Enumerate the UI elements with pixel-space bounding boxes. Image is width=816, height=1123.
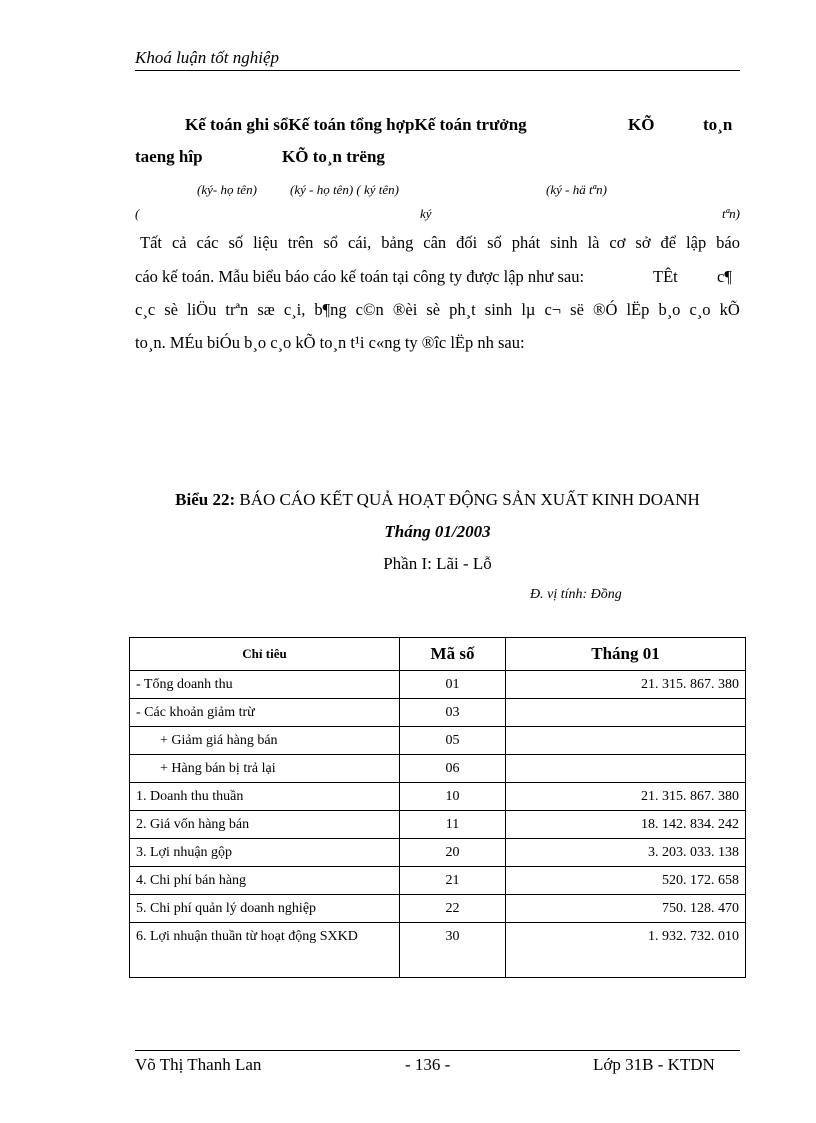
- paragraph-word: số: [228, 233, 244, 252]
- paragraph-word: lËp: [626, 300, 650, 319]
- footer-class: Lớp 31B - KTDN: [593, 1055, 715, 1074]
- paragraph-word: sæ: [257, 300, 275, 319]
- row-code: 22: [400, 895, 506, 923]
- report-title: [135, 490, 740, 510]
- caption: ký: [420, 206, 432, 221]
- row-name: 1. Doanh thu thuần: [130, 783, 400, 811]
- paragraph-word: trªn: [225, 300, 249, 319]
- row-name: - Các khoản giảm trừ: [130, 699, 400, 727]
- paragraph-word: ®èi: [392, 300, 418, 319]
- paragraph-text: cáo kế toán. Mẫu biểu báo cáo kế toán tại công ty được lập như sau:: [135, 267, 585, 286]
- row-value: 750. 128. 470: [506, 895, 746, 923]
- row-code: 21: [400, 867, 506, 895]
- table-row: [130, 839, 746, 867]
- row-value: [506, 727, 746, 755]
- row-code: 06: [400, 755, 506, 783]
- paragraph-word: c¸c: [135, 300, 156, 319]
- footer-author: Võ Thị Thanh Lan: [135, 1055, 262, 1074]
- paragraph-word: để: [660, 233, 677, 252]
- paragraph-word: cái,: [347, 233, 372, 252]
- paragraph-word: sè: [426, 300, 441, 319]
- paragraph-word: đối: [456, 233, 478, 252]
- row-value: 18. 142. 834. 242: [506, 811, 746, 839]
- signature-text: to¸n: [703, 115, 733, 134]
- paragraph-word: báo: [716, 233, 740, 252]
- signature-text: KÕ: [628, 115, 655, 134]
- table-row: [130, 811, 746, 839]
- paragraph-line: [135, 233, 740, 253]
- paragraph-word: b¶ng: [314, 300, 347, 319]
- paragraph-word: số: [487, 233, 502, 252]
- paragraph-word: sinh: [550, 233, 578, 252]
- row-code: 11: [400, 811, 506, 839]
- paragraph-word: phát: [511, 233, 541, 252]
- paragraph-word: lập: [686, 233, 707, 252]
- row-name: + Giảm giá hàng bán: [130, 727, 400, 755]
- page-number: - 136 -: [405, 1055, 451, 1074]
- paragraph-word: së: [570, 300, 584, 319]
- paragraph-word: c¸o: [689, 300, 711, 319]
- paragraph-word: cơ: [609, 233, 626, 252]
- row-value: 21. 315. 867. 380: [506, 783, 746, 811]
- signature-text: taeng hîp: [135, 147, 203, 166]
- paragraph-word: bảng: [381, 233, 414, 252]
- row-value: 1. 932. 732. 010: [506, 923, 746, 978]
- column-header: Chỉ tiêu: [130, 638, 400, 671]
- paragraph-word: ®Ó: [592, 300, 618, 319]
- paragraph-word: cân: [423, 233, 447, 252]
- row-name: 5. Chi phí quản lý doanh nghiệp: [130, 895, 400, 923]
- paragraph-word: c¸i,: [283, 300, 306, 319]
- table-row: [130, 727, 746, 755]
- row-name: - Tổng doanh thu: [130, 671, 400, 699]
- paragraph-word: sè: [164, 300, 178, 319]
- paragraph-line: [135, 300, 740, 320]
- paragraph-text: to¸n. MÉu biÓu b¸o c¸o kÕ to¸n t¹i c«ng ty ®îc lËp nh sau:: [135, 333, 525, 352]
- paragraph-word: trên: [287, 233, 314, 252]
- row-code: 03: [400, 699, 506, 727]
- caption: (ký- họ tên): [197, 182, 257, 197]
- row-value: 3. 203. 033. 138: [506, 839, 746, 867]
- caption: (ký - hä tªn): [546, 182, 607, 197]
- row-name: 2. Giá vốn hàng bán: [130, 811, 400, 839]
- table-row: [130, 671, 746, 699]
- report-part: Phần I: Lãi - Lỗ: [383, 554, 492, 573]
- header-rule: [135, 70, 740, 71]
- paragraph-text: TÊt: [653, 267, 678, 286]
- column-header: Tháng 01: [506, 638, 746, 671]
- row-name: + Hàng bán bị trả lại: [130, 755, 400, 783]
- table-row: [130, 699, 746, 727]
- row-code: 30: [400, 923, 506, 978]
- table-header-row: [130, 638, 746, 671]
- report-title-label: Biểu 22:: [175, 490, 236, 509]
- paragraph-word: sở: [635, 233, 651, 252]
- row-value: 520. 172. 658: [506, 867, 746, 895]
- paragraph-word: b¸o: [658, 300, 681, 319]
- paragraph-word: Tất: [140, 233, 162, 252]
- caption: (ký - họ tên) ( ký tên): [290, 182, 399, 197]
- report-period: Tháng 01/2003: [384, 522, 491, 541]
- table-row: [130, 783, 746, 811]
- row-name: 4. Chi phí bán hàng: [130, 867, 400, 895]
- table-row: [130, 895, 746, 923]
- table-row: [130, 755, 746, 783]
- report-title-text: BÁO CÁO KẾT QUẢ HOẠT ĐỘNG SẢN XUẤT KINH DOANH: [235, 490, 700, 509]
- row-code: 10: [400, 783, 506, 811]
- caption: tªn): [721, 206, 740, 221]
- table-row: [130, 923, 746, 978]
- table-row: [130, 867, 746, 895]
- page-header: [135, 48, 740, 71]
- paragraph-line: [135, 333, 740, 353]
- paragraph-word: sinh: [484, 300, 513, 319]
- paragraph-word: ph¸t: [449, 300, 476, 319]
- row-code: 20: [400, 839, 506, 867]
- column-header: Mã số: [400, 638, 506, 671]
- paragraph-word: c¬: [544, 300, 562, 319]
- header-title: Khoá luận tốt nghiệp: [135, 48, 280, 67]
- footer-rule: [135, 1050, 740, 1051]
- paragraph-word: cả: [171, 233, 187, 252]
- row-name: 3. Lợi nhuận gộp: [130, 839, 400, 867]
- row-value: [506, 699, 746, 727]
- row-name: 6. Lợi nhuận thuần từ hoạt động SXKD: [130, 923, 400, 978]
- report-table: [129, 637, 746, 978]
- paragraph-word: liÖu: [187, 300, 217, 319]
- row-code: 05: [400, 727, 506, 755]
- paragraph-word: liệu: [253, 233, 278, 252]
- signature-text: KÕ to¸n trëng: [282, 147, 385, 166]
- paragraph-word: là: [587, 233, 600, 252]
- paragraph-word: lµ: [521, 300, 536, 319]
- paragraph-word: kÕ: [719, 300, 740, 319]
- caption: (: [135, 206, 140, 221]
- paragraph-word: c©n: [355, 300, 384, 319]
- report-unit: Đ. vị tính: Đồng: [530, 587, 622, 602]
- row-value: [506, 755, 746, 783]
- paragraph-word: sổ: [323, 233, 339, 252]
- paragraph-text: c¶: [717, 267, 732, 286]
- row-code: 01: [400, 671, 506, 699]
- paragraph-line: [135, 267, 740, 287]
- signature-text: Kế toán ghi sổKế toán tổng hợpKế toán trưởng: [185, 115, 527, 134]
- row-value: 21. 315. 867. 380: [506, 671, 746, 699]
- paragraph-word: các: [196, 233, 219, 252]
